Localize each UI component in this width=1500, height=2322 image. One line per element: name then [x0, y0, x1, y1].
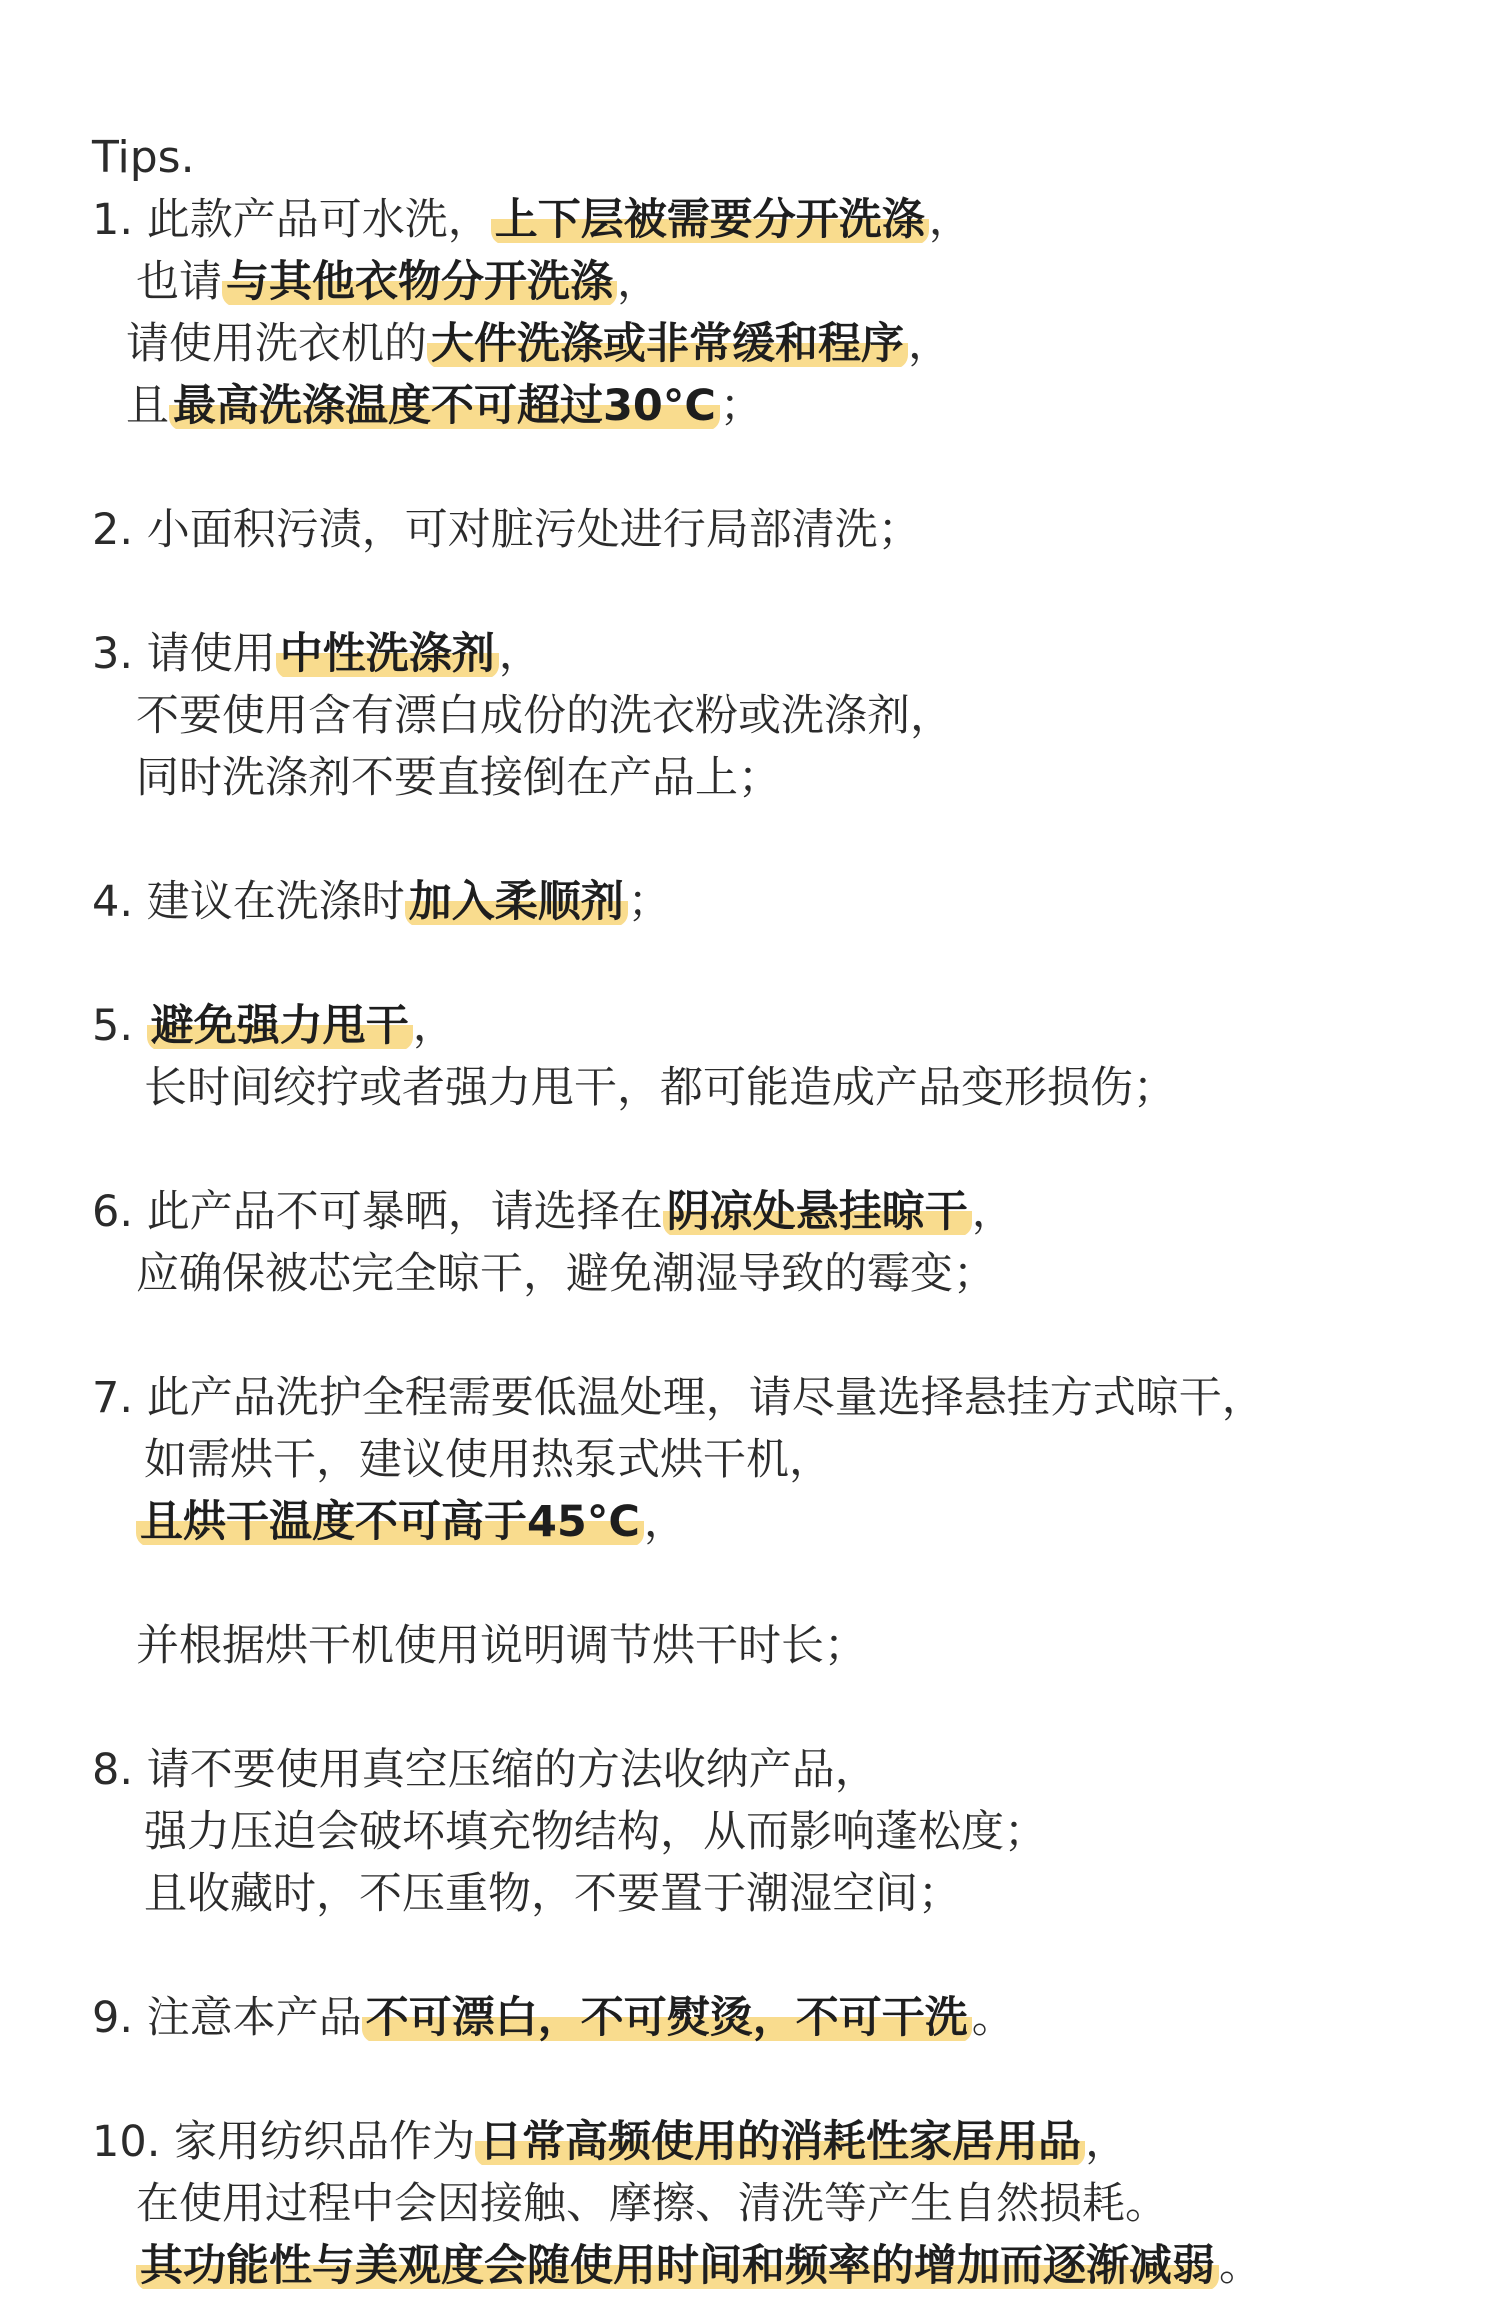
highlighted-text: 且烘干温度不可高于45°C: [136, 1497, 644, 1547]
text-segment: 在使用过程中会因接触、摩擦、清洗等产生自然损耗。: [136, 2179, 1168, 2229]
tip-6-line-2: [136, 1244, 996, 1304]
text-segment: ，: [617, 257, 660, 307]
tip-9-line-1: [92, 1988, 1015, 2048]
highlighted-text: 避免强力甩干: [147, 1001, 413, 1051]
text-segment: 长时间绞拧或者强力甩干，都可能造成产品变形损伤；: [144, 1063, 1176, 1113]
highlighted-text: 日常高频使用的消耗性家居用品: [475, 2117, 1085, 2167]
text-segment: 。: [971, 1993, 1015, 2043]
tip-6-line-1: [92, 1182, 1015, 1242]
text-segment: ，: [498, 629, 542, 679]
text-segment: 强力压迫会破坏填充物结构，从而影响蓬松度；: [144, 1807, 1047, 1857]
text-segment: 9. 注意本产品: [92, 1993, 362, 2043]
text-segment: 8. 请不要使用真空压缩的方法收纳产品，: [92, 1745, 878, 1795]
tip-1-line-4: [126, 376, 763, 436]
tip-1-line-2: [136, 252, 660, 312]
tip-10-line-3: [136, 2236, 1262, 2296]
tip-7-line-3: [136, 1492, 687, 1552]
text-segment: 也请: [136, 257, 222, 307]
text-segment: 应确保被芯完全晾干，避免潮湿导致的霉变；: [136, 1249, 996, 1299]
text-segment: ，: [928, 195, 972, 245]
highlighted-text: 中性洗涤剂: [276, 629, 499, 679]
text-segment: 。: [1219, 2241, 1262, 2291]
tip-1-line-1: [92, 190, 972, 250]
text-segment: ；: [719, 381, 763, 431]
text-segment: 同时洗涤剂不要直接倒在产品上；: [136, 753, 781, 803]
text-segment: 6. 此产品不可暴晒，请选择在: [92, 1187, 663, 1237]
tip-7-line-2: [144, 1430, 832, 1490]
tip-5-line-1: [92, 996, 456, 1056]
tip-7-line-4: [136, 1616, 867, 1676]
highlighted-text: 与其他衣物分开洗涤: [222, 257, 617, 307]
text-segment: ；: [627, 877, 671, 927]
highlighted-text: 不可漂白，不可熨烫，不可干洗: [362, 1993, 972, 2043]
tips-title: Tips.: [92, 132, 195, 183]
tip-5-line-2: [144, 1058, 1176, 1118]
highlighted-text: 其功能性与美观度会随使用时间和频率的增加而逐渐减弱: [136, 2241, 1219, 2291]
text-segment: 7. 此产品洗护全程需要低温处理，请尽量选择悬挂方式晾干，: [92, 1373, 1265, 1423]
tip-10-line-1: [92, 2112, 1128, 2172]
text-segment: ，: [908, 319, 951, 369]
text-segment: 3. 请使用: [92, 629, 276, 679]
text-segment: ，: [1085, 2117, 1129, 2167]
highlighted-text: 加入柔顺剂: [405, 877, 628, 927]
text-segment: 不要使用含有漂白成份的洗衣粉或洗涤剂，: [136, 691, 953, 741]
tip-2-line-1: [92, 500, 921, 560]
text-segment: ，: [971, 1187, 1015, 1237]
text-segment: 请使用洗衣机的: [126, 319, 427, 369]
text-segment: 2. 小面积污渍，可对脏污处进行局部清洗；: [92, 505, 921, 555]
tip-3-line-2: [136, 686, 953, 746]
text-segment: 10. 家用纺织品作为: [92, 2117, 476, 2167]
tip-8-line-2: [144, 1802, 1047, 1862]
tip-4-line-1: [92, 872, 671, 932]
tip-10-line-2: [136, 2174, 1168, 2234]
highlighted-text: 大件洗涤或非常缓和程序: [427, 319, 908, 369]
tip-8-line-3: [144, 1864, 961, 1924]
tip-8-line-1: [92, 1740, 878, 1800]
highlighted-text: 阴凉处悬挂晾干: [663, 1187, 972, 1237]
highlighted-text: 上下层被需要分开洗涤: [491, 195, 929, 245]
text-segment: 并根据烘干机使用说明调节烘干时长；: [136, 1621, 867, 1671]
tip-1-line-3: [126, 314, 951, 374]
tip-3-line-3: [136, 748, 781, 808]
text-segment: ，: [643, 1497, 687, 1547]
text-segment: ，: [412, 1001, 456, 1051]
text-segment: 且收藏时，不压重物，不要置于潮湿空间；: [144, 1869, 961, 1919]
text-segment: 4. 建议在洗涤时: [92, 877, 405, 927]
text-segment: 且: [126, 381, 169, 431]
text-segment: 1. 此款产品可水洗，: [92, 195, 491, 245]
highlighted-text: 最高洗涤温度不可超过30°C: [169, 381, 720, 431]
tip-7-line-1: [92, 1368, 1265, 1428]
tip-3-line-1: [92, 624, 542, 684]
text-segment: 如需烘干，建议使用热泵式烘干机，: [144, 1435, 832, 1485]
text-segment: 5.: [92, 1001, 147, 1051]
